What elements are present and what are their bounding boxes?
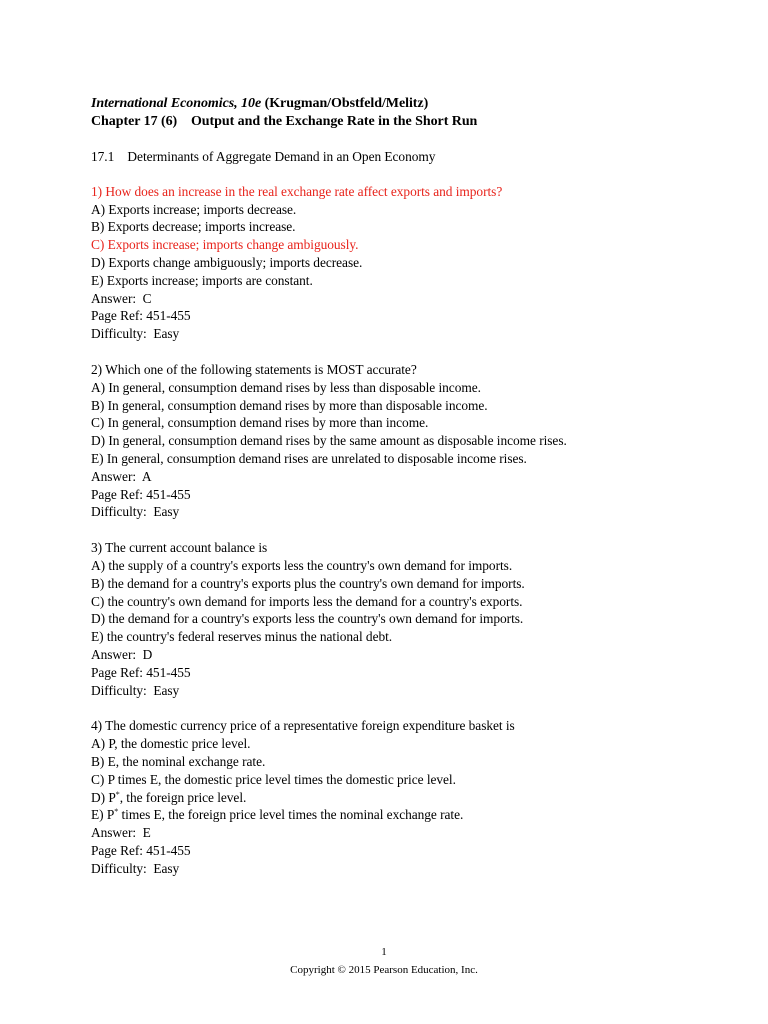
question-2-option-b: B) In general, consumption demand rises by more than disposable income.: [91, 397, 488, 413]
question-4-option-b: B) E, the nominal exchange rate.: [91, 753, 266, 769]
question-4-option-c: C) P times E, the domestic price level times the domestic price level.: [91, 771, 456, 787]
question-1-option-e: E) Exports increase; imports are constant.: [91, 272, 313, 288]
question-3-option-c: C) the country's own demand for imports less the demand for a country's exports.: [91, 593, 523, 609]
question-2-text: 2) Which one of the following statements is MOST accurate?: [91, 361, 417, 377]
question-3-option-a: A) the supply of a country's exports less the country's own demand for imports.: [91, 557, 513, 573]
question-4: [91, 717, 731, 877]
question-1-difficulty: Difficulty: Easy: [91, 326, 180, 342]
question-3: [91, 539, 731, 699]
book-title: International Economics, 10e: [91, 96, 262, 111]
question-4-option-e-prefix: E) P: [91, 807, 115, 823]
question-3-option-d: D) the demand for a country's exports less the country's own demand for imports.: [91, 611, 524, 627]
book-authors: (Krugman/Obstfeld/Melitz): [264, 96, 429, 111]
question-2-difficulty: Difficulty: Easy: [91, 504, 180, 520]
question-4-option-e: [91, 806, 731, 824]
question-4-option-e-suffix: times E, the foreign price level times the nominal exchange rate.: [118, 807, 464, 823]
copyright-notice: Copyright © 2015 Pearson Education, Inc.: [290, 964, 478, 976]
book-header: [91, 95, 731, 113]
question-2: [91, 361, 731, 521]
question-3-option-e: E) the country's federal reserves minus the national debt.: [91, 629, 393, 645]
question-2-option-e: E) In general, consumption demand rises are unrelated to disposable income rises.: [91, 450, 527, 466]
question-2-page-ref: Page Ref: 451-455: [91, 486, 191, 502]
question-1: [91, 183, 731, 343]
question-4-option-d-prefix: D) P: [91, 789, 116, 805]
page-number: 1: [381, 946, 387, 958]
question-2-option-a: A) In general, consumption demand rises by less than disposable income.: [91, 379, 481, 395]
question-3-text: 3) The current account balance is: [91, 540, 268, 556]
page-content: [91, 95, 731, 877]
question-4-option-a: A) P, the domestic price level.: [91, 736, 251, 752]
question-4-page-ref: Page Ref: 451-455: [91, 842, 191, 858]
question-3-difficulty: Difficulty: Easy: [91, 682, 180, 698]
question-1-answer: Answer: C: [91, 290, 152, 306]
question-4-option-d: [91, 789, 731, 807]
superscript-star: *: [114, 807, 119, 817]
question-3-page-ref: Page Ref: 451-455: [91, 664, 191, 680]
question-1-option-a: A) Exports increase; imports decrease.: [91, 201, 297, 217]
question-3-option-b: B) the demand for a country's exports plus the country's own demand for imports.: [91, 575, 525, 591]
question-4-text: 4) The domestic currency price of a representative foreign expenditure basket is: [91, 718, 515, 734]
question-1-option-d: D) Exports change ambiguously; imports decrease.: [91, 254, 363, 270]
question-1-page-ref: Page Ref: 451-455: [91, 308, 191, 324]
question-2-answer: Answer: A: [91, 468, 152, 484]
question-2-option-d: D) In general, consumption demand rises by the same amount as disposable income rises.: [91, 433, 567, 449]
question-2-option-c: C) In general, consumption demand rises by more than income.: [91, 415, 429, 431]
chapter-title: Chapter 17 (6) Output and the Exchange Rate in the Short Run: [91, 114, 478, 129]
question-1-option-b: B) Exports decrease; imports increase.: [91, 219, 296, 235]
section-title: 17.1 Determinants of Aggregate Demand in an Open Economy: [91, 149, 436, 164]
question-1-text: 1) How does an increase in the real exchange rate affect exports and imports?: [91, 183, 503, 199]
question-4-option-d-suffix: , the foreign price level.: [119, 789, 247, 805]
question-4-answer: Answer: E: [91, 825, 151, 841]
question-3-answer: Answer: D: [91, 646, 153, 662]
superscript-star: *: [115, 789, 120, 799]
question-4-difficulty: Difficulty: Easy: [91, 860, 180, 876]
question-1-option-c: C) Exports increase; imports change ambiguously.: [91, 237, 359, 253]
